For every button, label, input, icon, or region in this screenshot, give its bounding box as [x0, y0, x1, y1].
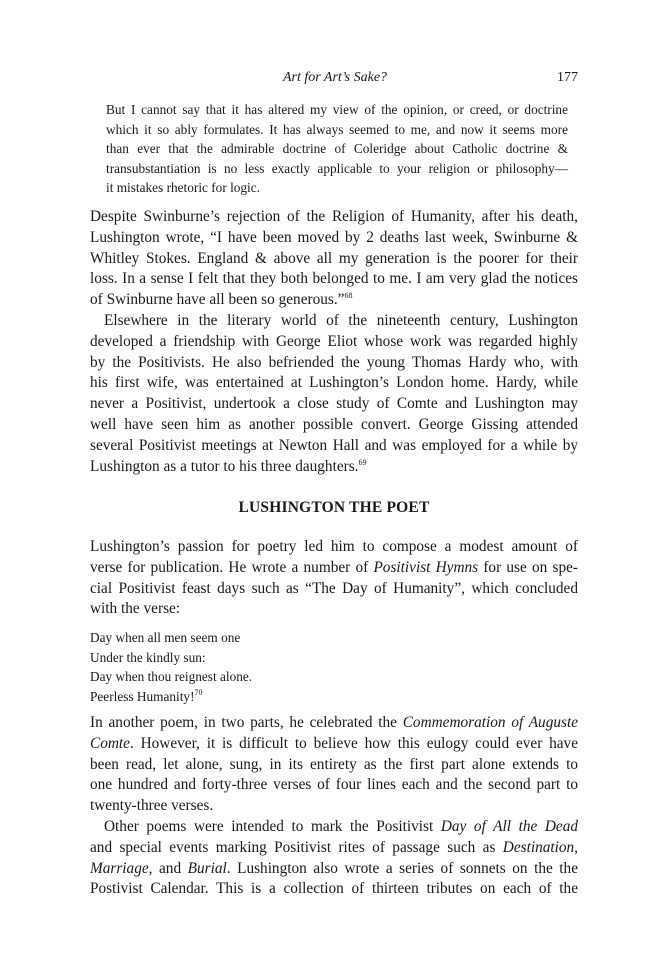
text-segment: Peerless Humanity! [90, 688, 195, 704]
footnote-ref: 70 [194, 687, 203, 697]
text-line: never a Positivist, undertook a close study of Comte and Lushington may [90, 395, 578, 413]
text-line: developed a friendship with George Eliot whose work was regarded highly [90, 332, 578, 350]
text-line: Lushington wrote, “I have been moved by 2 deaths last week, Swinburne & [90, 228, 578, 246]
text-line [90, 713, 578, 734]
running-head [90, 70, 580, 90]
verse-line: Under the kindly sun: [90, 649, 206, 665]
text-line: Despite Swinburne’s rejection of the Religion of Humanity, after his death, [90, 208, 578, 225]
footnote-ref: 69 [358, 457, 367, 467]
text-line: by the Positivists. He also befriended the young Thomas Hardy who, with [90, 353, 578, 371]
section-heading: LUSHINGTON THE POET [238, 499, 430, 516]
text-line: cial Positivist feast days such as “The Day of Humanity”, which concluded [90, 579, 578, 597]
text-line [90, 457, 578, 478]
text-line [90, 290, 578, 311]
text-line: Whitley Stokes. England & above all my generation is the poorer for their [90, 249, 578, 267]
text-line: twenty-three verses. [90, 797, 214, 815]
footnote-ref: 68 [344, 291, 353, 301]
text-line: Elsewhere in the literary world of the nineteenth century, Lushington [104, 311, 578, 329]
block-quote-line: it mistakes rhetoric for logic. [106, 180, 260, 195]
italic-title: Marriage, [90, 859, 153, 877]
block-quote-line: transubstantiation is no less exactly applicable to your religion or philosophy— [106, 160, 568, 176]
text-line [90, 817, 578, 838]
text-segment: Lushington as a tutor to his three daughters. [90, 457, 359, 475]
verse-quote [90, 628, 252, 706]
italic-title: Destination, [502, 838, 578, 856]
text-line [90, 558, 578, 579]
paragraph-swinburne [90, 207, 578, 477]
running-head-title: Art for Art’s Sake? [282, 70, 388, 85]
italic-title: Positivist Hymns [373, 558, 479, 576]
text-line: his first wife, was entertained at Lushington’s London home. Hardy, while [90, 374, 578, 392]
verse-line: Day when all men seem one [90, 630, 241, 645]
verse-line [90, 687, 252, 707]
block-quote-line: But I cannot say that it has altered my view of the opinion, or creed, or doctrine [106, 102, 568, 117]
text-line: with the verse: [90, 600, 181, 618]
text-segment: Other poems were intended to mark the Positivist [104, 817, 441, 835]
text-segment: In another poem, in two parts, he celebrated the [90, 714, 403, 731]
verse-line: Day when thou reignest alone. [90, 669, 253, 684]
paragraph-poetry [90, 537, 578, 620]
block-quote-line: which it so ably formulates. It has always seemed to me, and now it seems more [106, 121, 568, 137]
text-line: Postivist Calendar. This is a collection of thirteen tributes on each of the [90, 880, 578, 898]
text-line: one hundred and forty-three verses of four lines each and the second part to [90, 776, 578, 794]
italic-title: Burial [187, 859, 227, 877]
text-line: well have seen him as another possible convert. George Gissing attended [90, 415, 578, 433]
italic-title: Comte [90, 734, 130, 752]
text-line: loss. In a sense I felt that they both belonged to me. I am very glad the notices [90, 270, 578, 288]
text-segment: and [152, 859, 188, 877]
text-segment: for use on spe- [478, 558, 579, 576]
italic-title: Day of All the Dead [440, 817, 578, 835]
text-line: several Positivist meetings at Newton Hall and was employed for a while by [90, 436, 578, 454]
text-segment: and special events marking Positivist rites of passage such as [90, 838, 503, 856]
page-number: 177 [557, 70, 578, 85]
italic-title: Commemoration of Auguste [402, 714, 578, 731]
text-segment: . However, it is difficult to believe how this eulogy could ever have [129, 734, 578, 752]
text-segment: verse for publication. He wrote a number of [90, 558, 374, 576]
text-line: been read, let alone, sung, in its entirety as the first part alone extends to [90, 755, 578, 773]
text-line: Lushington’s passion for poetry led him to compose a modest amount of [90, 538, 578, 555]
text-segment: . Lushington also wrote a series of sonnets on the the [226, 859, 578, 877]
block-quote-line: than ever that the admirable doctrine of Coleridge about Catholic doctrine & [106, 141, 568, 156]
text-line [90, 734, 578, 755]
block-quote [106, 100, 568, 198]
text-line [90, 859, 578, 880]
text-segment: of Swinburne have all been so generous.” [90, 291, 345, 309]
text-line [90, 838, 578, 859]
paragraph-commemoration [90, 713, 578, 900]
